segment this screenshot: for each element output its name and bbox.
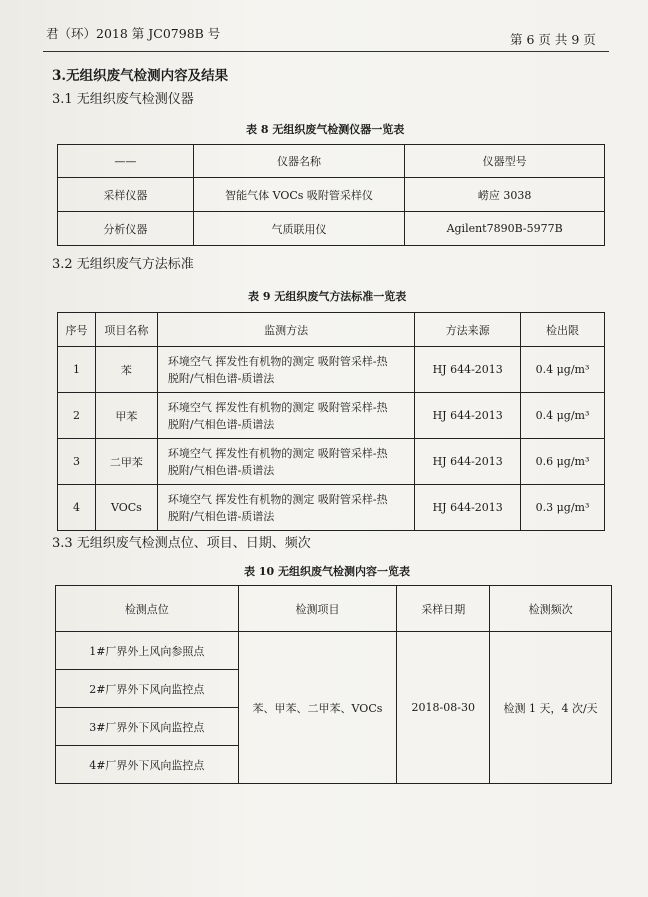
header-cell: 采样日期: [397, 586, 490, 632]
page-info: 第 6 页 共 9 页: [510, 32, 596, 47]
header-cell: 仪器名称: [193, 145, 405, 178]
table-cell: 1: [58, 347, 96, 393]
header-cell: 方法来源: [415, 313, 521, 347]
document-number: 君（环）2018 第 JC0798B 号: [46, 26, 221, 41]
table-cell: HJ 644-2013: [415, 347, 521, 393]
table-9-caption: 表 9 无组织废气方法标准一览表: [248, 290, 407, 303]
table-row: [58, 178, 605, 212]
table-cell: 2: [58, 393, 96, 439]
table-row: [58, 212, 605, 246]
header-cell: 序号: [58, 313, 96, 347]
table-cell: 二甲苯: [95, 439, 157, 485]
table-row: [58, 145, 605, 178]
frequency-cell: 检测 1 天，4 次/天: [490, 632, 612, 784]
method-line: 脱附/气相色谱-质谱法: [167, 463, 275, 477]
method-line: 脱附/气相色谱-质谱法: [167, 371, 275, 385]
point-cell: 1#厂界外上风向参照点: [56, 632, 239, 670]
method-line: 脱附/气相色谱-质谱法: [167, 417, 275, 431]
method-line: 环境空气 挥发性有机物的测定 吸附管采样-热: [167, 354, 388, 368]
table-row: [58, 439, 605, 485]
header-cell: 项目名称: [95, 313, 157, 347]
point-cell: 4#厂界外下风向监控点: [56, 746, 239, 784]
table-cell: 苯: [95, 347, 157, 393]
header-cell: 检出限: [521, 313, 605, 347]
table-cell: HJ 644-2013: [415, 393, 521, 439]
table-cell: HJ 644-2013: [415, 485, 521, 531]
header-cell: 检测点位: [56, 586, 239, 632]
table-cell: 分析仪器: [58, 212, 194, 246]
header-cell: ——: [58, 145, 194, 178]
table-8-caption: 表 8 无组织废气检测仪器一览表: [246, 123, 405, 136]
table-10: [55, 585, 612, 784]
section-3-title: 3.无组织废气检测内容及结果: [52, 68, 229, 84]
section-3-1-title: 3.1 无组织废气检测仪器: [52, 92, 194, 107]
table-row: [58, 313, 605, 347]
method-line: 脱附/气相色谱-质谱法: [167, 509, 275, 523]
table-cell: VOCs: [95, 485, 157, 531]
table-9: [57, 312, 605, 531]
section-3-3-title: 3.3 无组织废气检测点位、项目、日期、频次: [52, 536, 311, 551]
header-cell: 监测方法: [157, 313, 414, 347]
table-8: [57, 144, 605, 246]
table-cell: 0.4 μg/m³: [521, 347, 605, 393]
table-cell: 0.3 μg/m³: [521, 485, 605, 531]
table-cell: 智能气体 VOCs 吸附管采样仪: [193, 178, 405, 212]
table-row: [56, 632, 612, 670]
header-cell: 检测频次: [490, 586, 612, 632]
point-cell: 2#厂界外下风向监控点: [56, 670, 239, 708]
method-cell: [157, 347, 414, 393]
table-cell: 崂应 3038: [405, 178, 605, 212]
table-cell: 甲苯: [95, 393, 157, 439]
table-cell: HJ 644-2013: [415, 439, 521, 485]
table-row: [58, 485, 605, 531]
items-cell: 苯、甲苯、二甲苯、VOCs: [238, 632, 397, 784]
point-cell: 3#厂界外下风向监控点: [56, 708, 239, 746]
method-cell: [157, 439, 414, 485]
method-cell: [157, 485, 414, 531]
table-cell: 3: [58, 439, 96, 485]
table-cell: Agilent7890B-5977B: [405, 212, 605, 246]
table-cell: 采样仪器: [58, 178, 194, 212]
header-rule: [43, 51, 609, 52]
table-cell: 0.6 μg/m³: [521, 439, 605, 485]
date-cell: 2018-08-30: [397, 632, 490, 784]
method-line: 环境空气 挥发性有机物的测定 吸附管采样-热: [167, 446, 388, 460]
header-cell: 检测项目: [238, 586, 397, 632]
method-line: 环境空气 挥发性有机物的测定 吸附管采样-热: [167, 400, 388, 414]
table-row: [58, 347, 605, 393]
table-cell: 0.4 μg/m³: [521, 393, 605, 439]
table-row: [58, 393, 605, 439]
section-3-2-title: 3.2 无组织废气方法标准: [52, 257, 194, 272]
header-cell: 仪器型号: [405, 145, 605, 178]
table-cell: 气质联用仪: [193, 212, 405, 246]
method-line: 环境空气 挥发性有机物的测定 吸附管采样-热: [167, 492, 388, 506]
method-cell: [157, 393, 414, 439]
table-10-caption: 表 10 无组织废气检测内容一览表: [244, 565, 410, 578]
table-row: [56, 586, 612, 632]
table-cell: 4: [58, 485, 96, 531]
